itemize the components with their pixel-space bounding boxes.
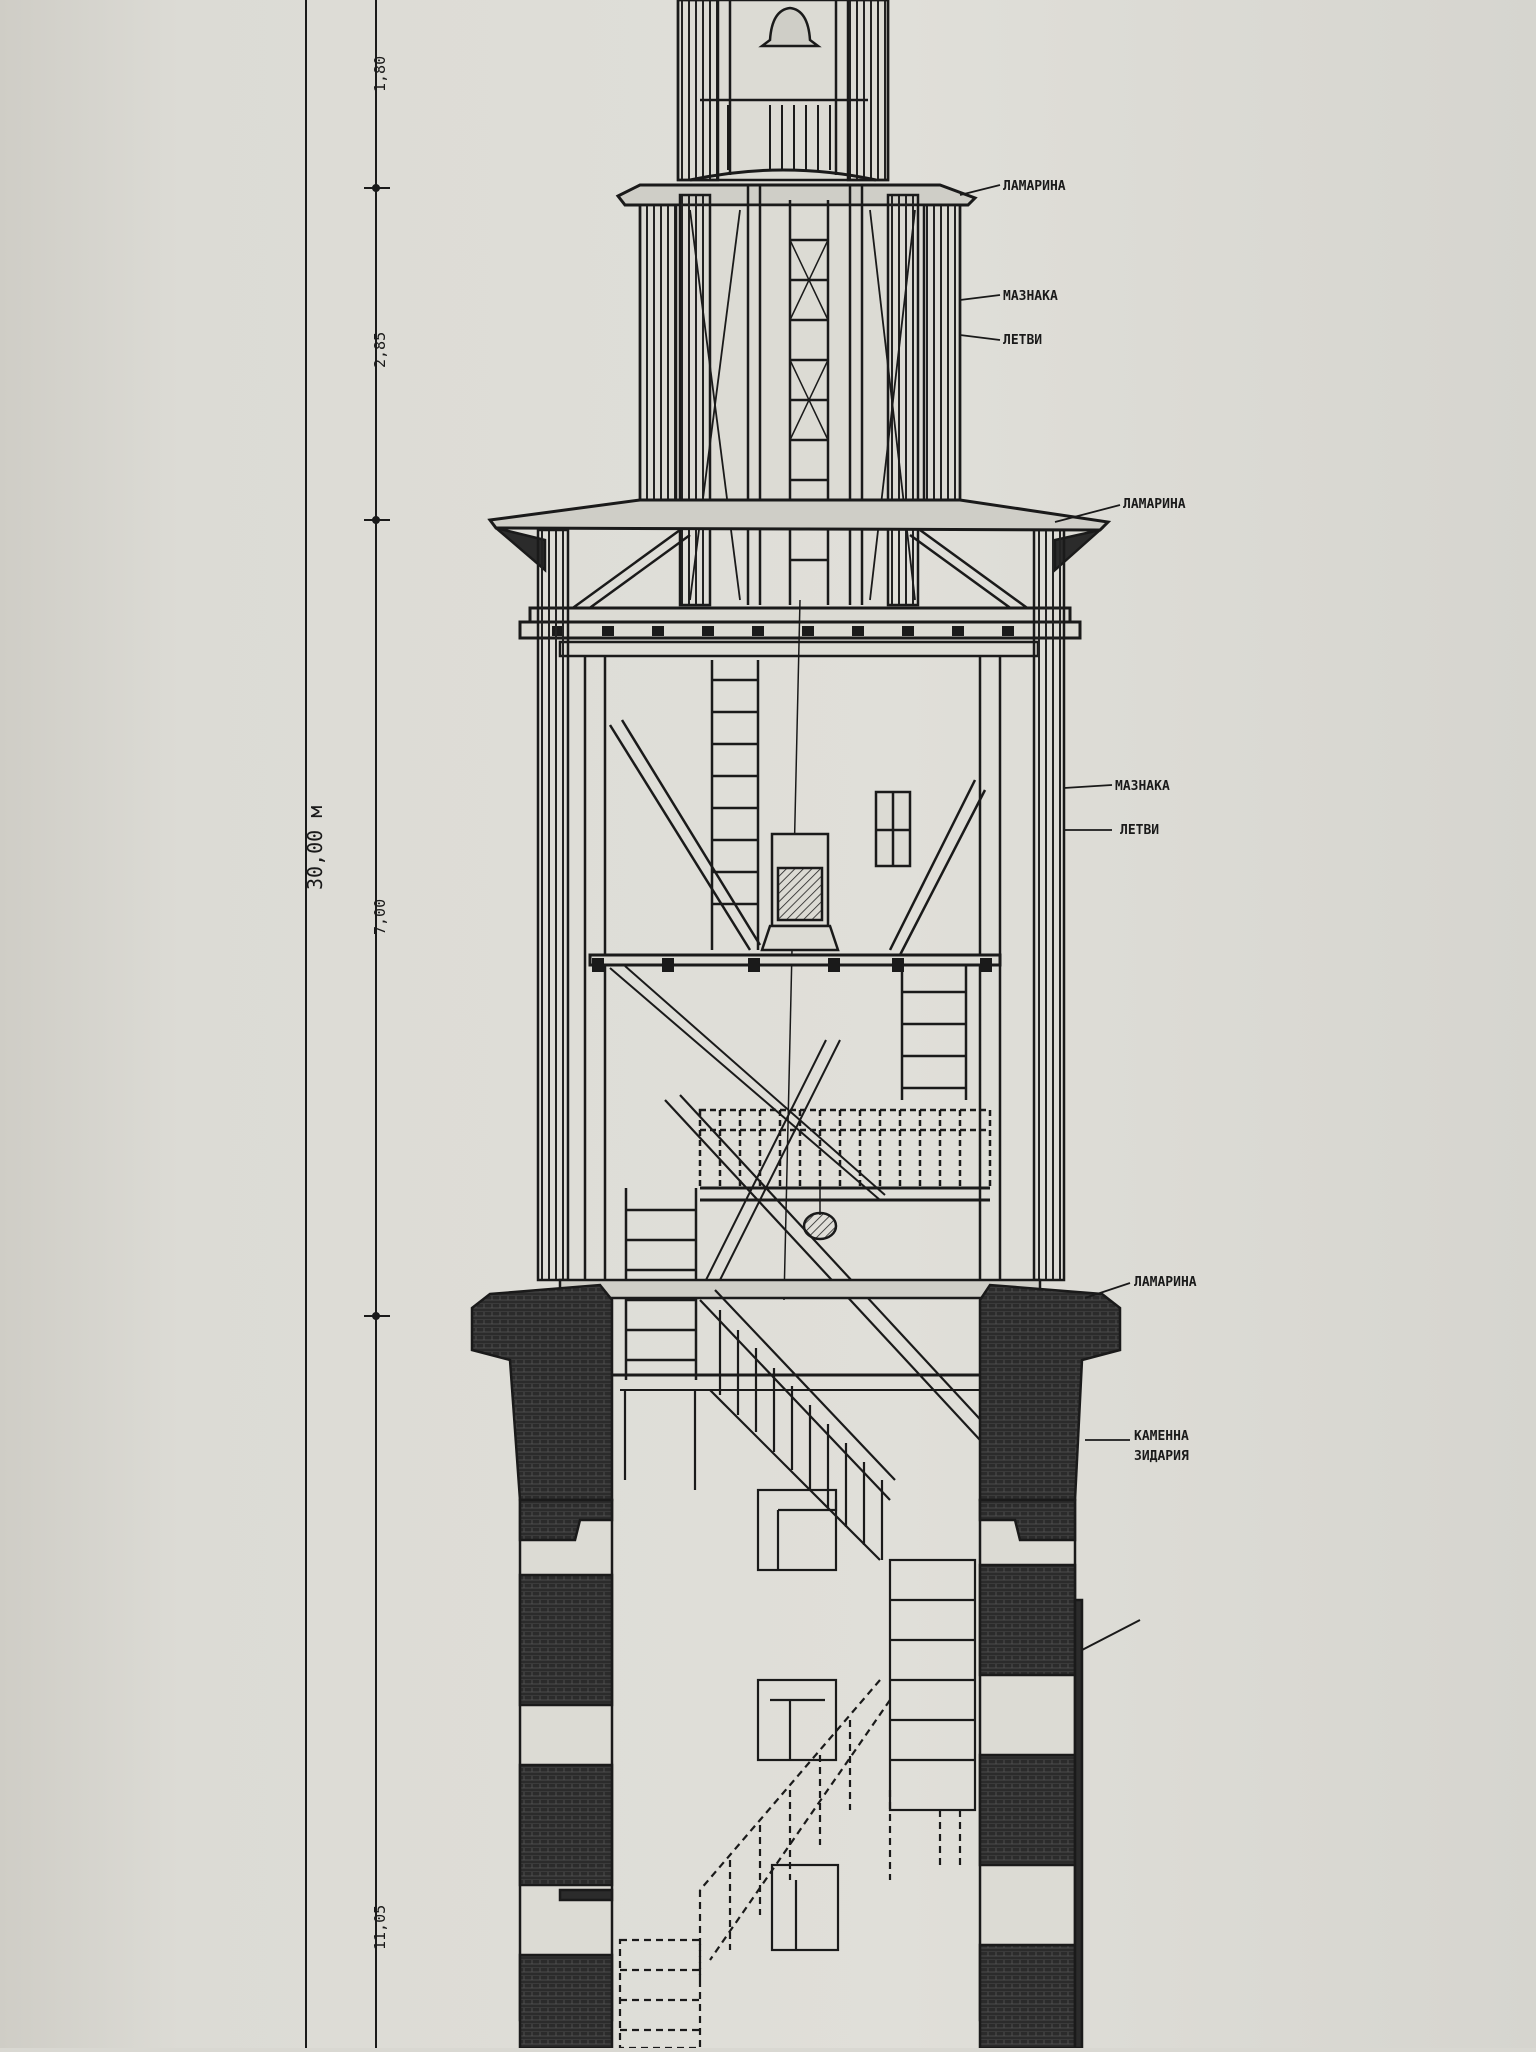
label-laths-top: ЛЕТВИ	[1003, 333, 1043, 348]
label-tin-top: ЛАМАРИНА	[1003, 179, 1066, 194]
label-plaster-mid: МАЗНАКА	[1115, 779, 1170, 794]
dimension-segment-4: 11,05	[371, 1904, 389, 1950]
label-tin-low: ЛАМАРИНА	[1134, 1275, 1197, 1290]
base-interior	[612, 1290, 980, 2048]
label-masonry-line1: КАМЕННА	[1134, 1429, 1189, 1444]
lower-ladder	[620, 1940, 700, 2048]
dimension-segment-3: 7,00	[371, 898, 389, 935]
label-laths-mid: ЛЕТВИ	[1120, 823, 1160, 838]
gallery-railing	[700, 1110, 990, 1188]
lower-staircase-dashed	[700, 1680, 960, 1980]
dimension-segment-1: 1,80	[371, 55, 389, 92]
label-plaster-top: МАЗНАКА	[1003, 289, 1058, 304]
belfry-lantern	[678, 0, 888, 180]
dimension-segment-2: 2,85	[371, 331, 389, 368]
right-ladder	[902, 966, 966, 1100]
wall-opening-1	[758, 1490, 836, 1570]
dimension-lines	[306, 0, 390, 2048]
dimension-total: 30,00 м	[303, 805, 327, 890]
main-staircase	[700, 1290, 895, 1560]
masonry-base	[472, 1280, 1140, 2048]
bell-counterweight	[762, 834, 838, 950]
material-labels	[1003, 179, 1197, 1464]
label-masonry-line2: ЗИДАРИЯ	[1134, 1449, 1189, 1464]
wall-opening-2	[758, 1680, 836, 1760]
wall-opening-3	[772, 1865, 838, 1950]
label-tin-mid: ЛАМАРИНА	[1123, 497, 1186, 512]
